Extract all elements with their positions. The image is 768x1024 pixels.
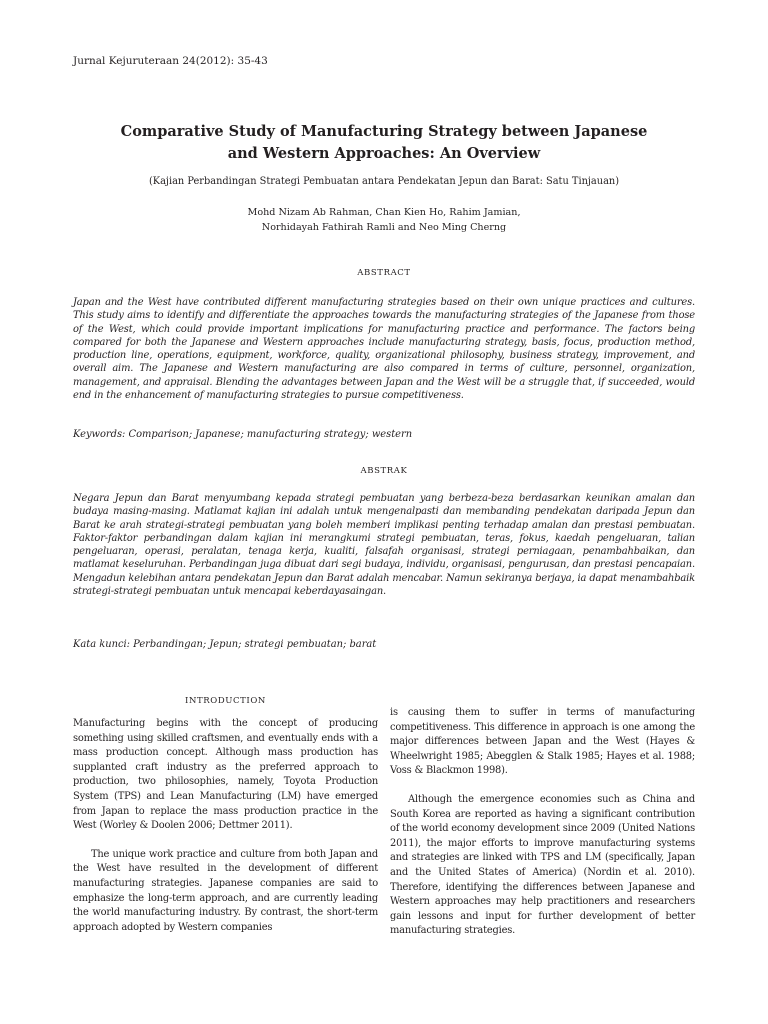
abstract-text: Japan and the West have contributed different manufacturing strategies based on their own unique practices and cultures. This study aims to identify and differentiate the approaches towards the manufacturing strategies of the Japanese from those of the West, which could provide important implications for manufacturing practice and performance. The factors being compared for both the Japanese and Western approaches include manufacturing strategy, basis, focus, production method, production line, operations, equipment, workforce, quality, organizational philosophy, business strategy, improvement, and overall aim. The Japanese and Western manufacturing are also compared in terms of culture, personnel, organization, management, and appraisal. Blending the advantages between Japan and the West will be a struggle that, if succeeded, would end in the enhancement of manufacturing strategies to pursue competitiveness.: [73, 297, 695, 402]
intro-paragraph-3: Although the emergence economies such as China and South Korea are reported as having a significant contribution of the world economy development since 2009 (United Nations 2011), the major efforts to improve manufacturing systems and strategies are linked with TPS and LM (specifically, Japan and the United States of America) (Nordin et al. 2010). Therefore, identifying the differences between Japanese and Western approaches may help practitioners and researchers gain lessons and input for further development of better manufacturing strategies.: [390, 793, 695, 937]
authors-line-1: Mohd Nizam Ab Rahman, Chan Kien Ho, Rahim Jamian,: [247, 207, 521, 218]
journal-citation: Jurnal Kejuruteraan 24(2012): 35-43: [73, 55, 268, 67]
right-column: [390, 706, 695, 939]
intro-paragraph-1: Manufacturing begins with the concept of producing something using skilled craftsmen, and eventually ends with a mass production concept. Although mass production has supplanted craft industry as the preferred approach to production, two philosophies, namely, Toyota Production System (TPS) and Lean Manufacturing (LM) have emerged from Japan to replace the mass production practice in the West (Worley & Doolen 2006; Dettmer 2011).: [73, 718, 378, 832]
abstrak-text: Negara Jepun dan Barat menyumbang kepada strategi pembuatan yang berbeza-beza berdasarkan keunikan amalan dan budaya masing-masing. Matlamat kajian ini adalah untuk mengenalpasti dan membanding pendekatan daripada Jepun dan Barat ke arah strategi-strategi pembuatan yang boleh memberi implikasi penting terhadap amalan dan prestasi pembuatan. Faktor-faktor perbandingan dalam kajian ini merangkumi strategi pembuatan, teras, fokus, kaedah pengeluaran, talian pengeluaran, operasi, peralatan, tenaga kerja, kualiti, falsafah organisasi, strategi perniagaan, penambahbaikan, dan matlamat keseluruhan. Perbandingan juga dibuat dari segi budaya, individu, organisasi, pengurusan, dan prestasi pencapaian. Mengadun kelebihan antara pendekatan Jepun dan Barat adalah mencabar. Namun sekiranya berjaya, ia dapat menambahbaik strategi-strategi pembuatan untuk mencapai keberdayasaingan.: [73, 493, 695, 598]
keywords: Keywords: Comparison; Japanese; manufacturing strategy; western: [73, 429, 413, 440]
introduction-heading: INTRODUCTION: [185, 696, 266, 706]
title-line-1: Comparative Study of Manufacturing Strategy between Japanese: [120, 123, 648, 140]
title-line-2: and Western Approaches: An Overview: [227, 145, 541, 162]
abstract-heading: ABSTRACT: [357, 268, 411, 278]
authors-line-2: Norhidayah Fathirah Ramli and Neo Ming Cherng: [261, 222, 507, 233]
author-list: [80, 205, 688, 235]
paper-title: [90, 121, 678, 165]
kata-kunci: Kata kunci: Perbandingan; Jepun; strategi pembuatan; barat: [73, 639, 377, 650]
intro-paragraph-2: The unique work practice and culture from both Japan and the West have resulted in the development of different manufacturing strategies. Japanese companies are said to emphasize the long-term approach, and are currently leading the world manufacturing industry. By contrast, the short-term approach adopted by Western companies: [73, 848, 378, 933]
intro-paragraph-2-continued: is causing them to suffer in terms of manufacturing competitiveness. This difference in approach is one among the major differences between Japan and the West (Hayes & Wheelwright 1985; Abegglen & Stalk 1985; Hayes et al. 1988; Voss & Blackmon 1998).: [390, 707, 695, 777]
abstrak-heading: ABSTRAK: [360, 466, 408, 476]
left-column: [73, 717, 378, 935]
malay-subtitle: (Kajian Perbandingan Strategi Pembuatan antara Pendekatan Jepun dan Barat: Satu Tinjauan): [148, 176, 620, 187]
